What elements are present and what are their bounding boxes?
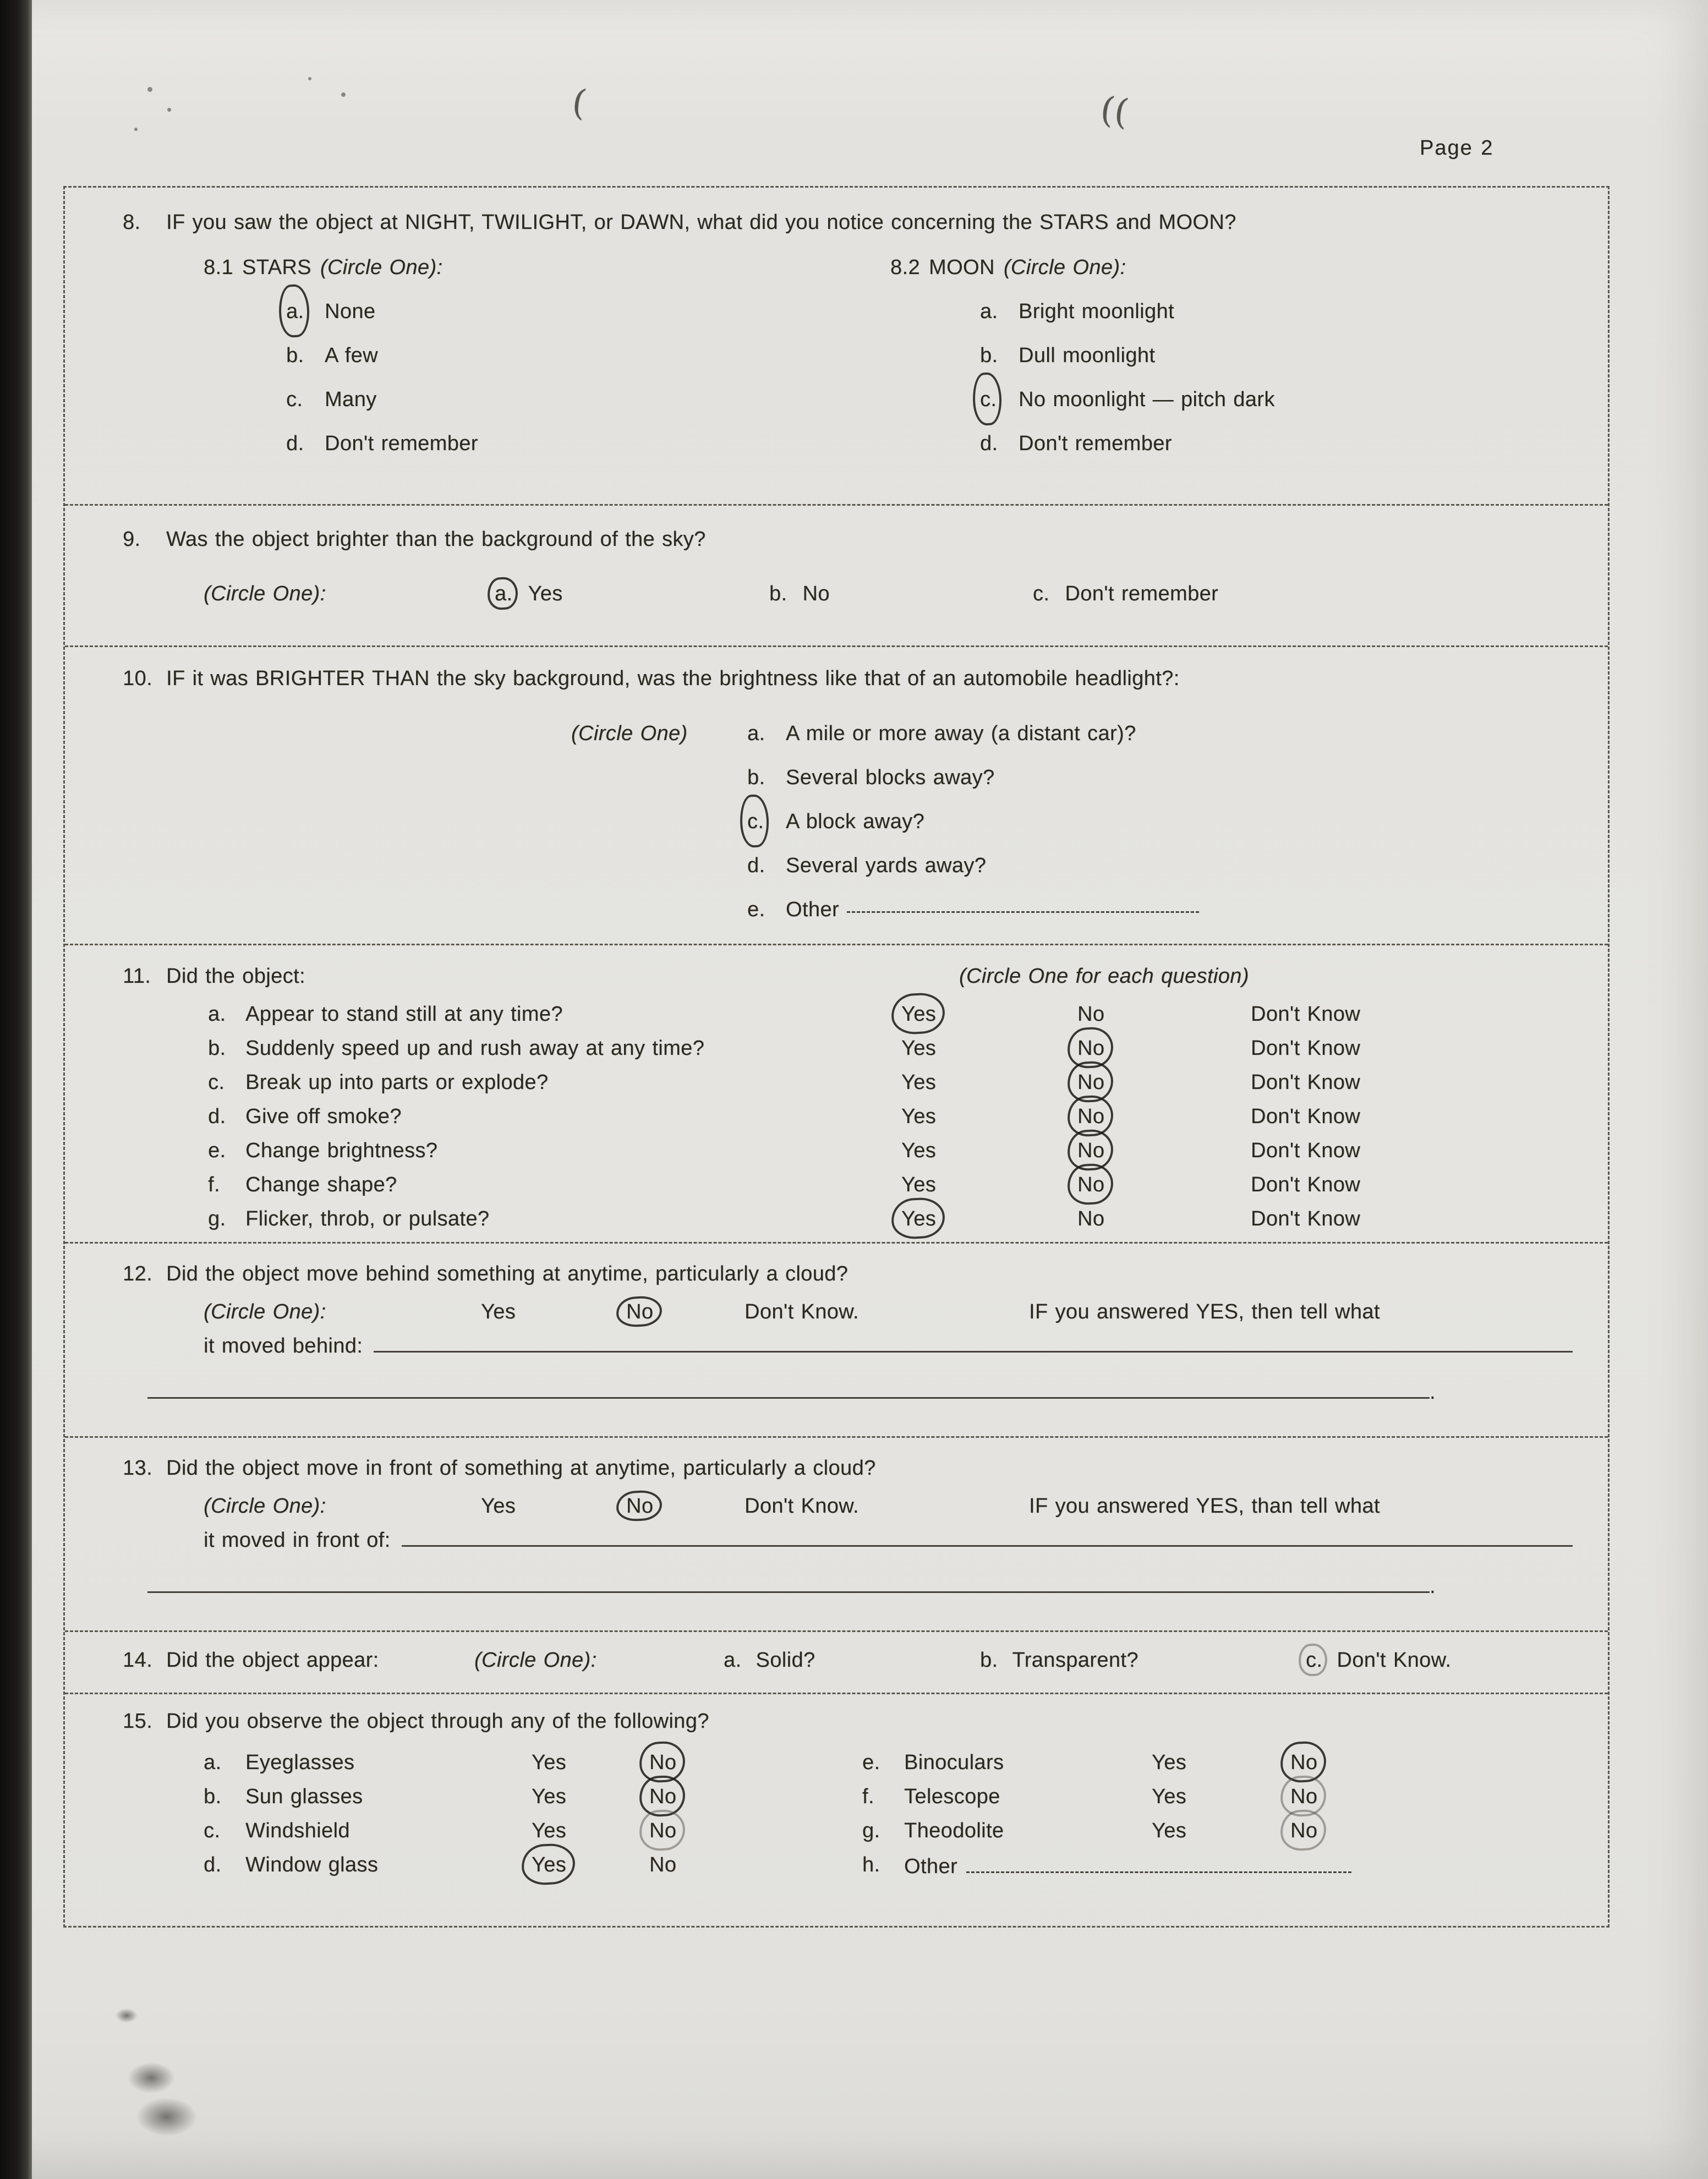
q10-option-b-letter: b. [747,766,765,789]
q11-row-d-letter: d. [208,1105,226,1128]
question-12 [65,1244,1608,1438]
q8-moon-option-d [980,421,1608,466]
q11-row-b-label: Suddenly speed up and rush away at any time? [245,1037,705,1060]
q14-circle-one-note: (Circle One): [474,1649,597,1672]
q14-option-c-letter: c. [1306,1649,1323,1672]
question-8-columns [204,253,1608,466]
q8-stars-options [286,289,890,466]
q8-stars-option-b [286,333,890,377]
q13-dont-know: Don't Know. [744,1494,859,1518]
question-12-answers [65,1300,1608,1324]
scan-speck [308,77,311,80]
q14-option-a-letter: a. [724,1649,742,1672]
q11-row-c-no: No [1077,1065,1104,1099]
q15-option-h-label: Other [904,1855,958,1878]
question-15-text: Did you observe the object through any of the following? [166,1710,709,1733]
q11-circle-one-note: (Circle One for each question) [959,965,1249,988]
q8-stars-option-c [286,377,890,421]
question-15-number: 15. [123,1710,153,1733]
q11-row-e-label: Change brightness? [245,1139,438,1162]
question-12-text: Did the object move behind something at anytime, particularly a cloud? [166,1262,848,1285]
q10-option-d [65,844,1608,888]
q11-row-d [65,1099,1608,1134]
q15-option-b-yes: Yes [532,1785,567,1808]
q13-if-yes-note: IF you answered YES, than tell what [1029,1494,1380,1518]
q15-option-d-no: No [649,1853,677,1876]
q10-circle-one-note: (Circle One) [571,722,688,745]
scan-speck [134,128,138,131]
q15-option-g-label: Theodolite [904,1819,1004,1842]
stray-pen-mark: ( [569,81,589,124]
question-8-number: 8. [123,211,141,234]
question-10 [65,647,1608,945]
question-14-text: Did the object appear: [166,1649,379,1672]
q8-stars-heading-number: 8.1 [204,256,234,279]
q10-option-a-label: A mile or more away (a distant car)? [786,722,1136,745]
q15-option-a-no: No [649,1745,676,1780]
question-12-line [65,1262,1608,1286]
q11-row-d-no: No [1077,1099,1104,1134]
page-number-label: Page 2 [1420,136,1494,160]
question-10-options [65,711,1608,932]
question-10-number: 10. [123,667,153,690]
q13-fill-line-2 [147,1568,1430,1593]
q8-moon-column [890,253,1608,466]
q8-moon-option-c [980,377,1608,421]
q15-option-a-yes: Yes [532,1751,567,1774]
q10-option-a-letter: a. [747,722,765,745]
q12-line-end-period: . [1430,1381,1436,1404]
q10-option-d-letter: d. [747,854,765,877]
q11-row-e-yes: Yes [901,1139,937,1162]
q13-fill-label: it moved in front of: [204,1529,391,1552]
q15-option-c-yes: Yes [532,1819,567,1842]
question-14 [65,1632,1608,1694]
scan-smudge [116,2008,138,2023]
q11-row-g-label: Flicker, throb, or pulsate? [245,1207,490,1230]
q11-row-b-no: No [1077,1031,1104,1065]
question-11 [65,945,1608,1244]
q8-stars-option-a-label: None [325,300,376,323]
q8-stars-option-c-letter: c. [286,388,303,411]
question-12-continuation-line [147,1373,1608,1404]
q8-moon-option-d-label: Don't remember [1019,432,1172,455]
q12-no: No [626,1300,654,1323]
question-15 [65,1694,1608,1924]
q9-option-b-letter: b. [769,582,787,605]
q15-other-fill-line [966,1848,1351,1873]
q12-dont-know: Don't Know. [744,1300,859,1323]
q11-row-f [65,1168,1608,1202]
q11-row-b [65,1031,1608,1065]
q15-option-e-letter: e. [862,1751,880,1774]
q12-fill-label: it moved behind: [204,1334,363,1357]
scan-smudge [128,2062,175,2093]
q15-option-f-no: No [1290,1780,1317,1814]
q15-row-d-h [65,1848,1608,1884]
q13-fill-line [402,1521,1573,1547]
q13-circle-one-note: (Circle One): [204,1494,326,1518]
q15-option-c-letter: c. [204,1819,221,1842]
q8-moon-option-b [980,333,1608,377]
q8-stars-option-a-letter: a. [286,289,304,333]
question-15-line [65,1710,1608,1733]
question-11-text: Did the object: [166,965,305,988]
q11-row-g-dont-know: Don't Know [1251,1207,1361,1230]
q8-moon-circle-one-note: (Circle One): [1003,256,1126,279]
question-11-line [65,962,1608,990]
q15-option-b-label: Sun glasses [245,1785,363,1808]
q15-option-f-letter: f. [862,1785,874,1808]
q12-fill-line [374,1327,1573,1353]
q9-option-a [495,582,769,606]
q11-row-c [65,1065,1608,1099]
q8-stars-option-d-label: Don't remember [325,432,478,455]
q8-moon-option-d-letter: d. [980,432,998,455]
q14-option-a [724,1649,980,1672]
q15-option-c-no: No [649,1814,676,1848]
q15-option-e-no: No [1290,1745,1317,1780]
q12-yes: Yes [481,1300,516,1323]
question-14-number: 14. [123,1649,153,1672]
q8-stars-option-b-label: A few [325,344,378,367]
question-13-number: 13. [123,1457,153,1480]
q11-row-d-dont-know: Don't Know [1251,1105,1361,1128]
q8-stars-option-b-letter: b. [286,344,304,367]
q11-row-d-label: Give off smoke? [245,1105,402,1128]
q14-option-c-label: Don't Know. [1337,1649,1452,1672]
q8-stars-circle-one-note: (Circle One): [320,256,443,279]
q8-moon-heading [890,253,1608,282]
q15-row-b-f [65,1780,1608,1814]
question-8-line [65,211,1608,234]
question-10-line [65,667,1608,691]
q15-option-f-yes: Yes [1152,1785,1187,1808]
q15-option-b-no: No [649,1780,676,1814]
question-9 [65,506,1608,647]
q15-option-d-letter: d. [204,1853,222,1876]
q15-option-g-no: No [1290,1814,1317,1848]
q10-option-d-label: Several yards away? [786,854,987,877]
q11-row-f-no: No [1077,1168,1104,1202]
q12-fill-line-2 [147,1373,1430,1399]
q10-option-a [65,711,1608,755]
q8-stars-column [204,253,890,466]
scan-speck [147,87,152,92]
question-8 [65,188,1608,506]
q14-option-b-letter: b. [980,1649,998,1672]
q9-option-c-label: Don't remember [1065,582,1219,605]
q11-row-c-dont-know: Don't Know [1251,1071,1361,1094]
q8-moon-option-c-letter: c. [980,377,997,421]
questionnaire-form [63,186,1610,1928]
q11-row-b-dont-know: Don't Know [1251,1037,1361,1060]
q10-option-e-label: Other [786,898,840,921]
q8-stars-option-d-letter: d. [286,432,304,455]
q13-yes: Yes [481,1494,516,1518]
q11-row-b-yes: Yes [901,1037,937,1060]
q11-row-a [65,997,1608,1031]
q15-row-a-e [65,1745,1608,1780]
q11-row-d-yes: Yes [901,1105,937,1128]
question-8-text: IF you saw the object at NIGHT, TWILIGHT, or DAWN, what did you notice concerning the STARS and MOON? [166,211,1236,234]
q9-option-c [1033,582,1218,606]
q11-row-c-label: Break up into parts or explode? [245,1071,549,1094]
q10-option-c-letter: c. [747,800,764,844]
q11-row-e-letter: e. [208,1139,226,1162]
q11-row-f-dont-know: Don't Know [1251,1173,1361,1196]
q8-stars-option-c-label: Many [325,388,377,411]
question-12-fill-row [65,1327,1608,1358]
q9-option-b-label: No [802,582,830,605]
q9-circle-one-note: (Circle One): [204,582,326,605]
q8-stars-heading [204,253,890,282]
q11-row-c-letter: c. [208,1071,225,1094]
q9-option-a-label: Yes [528,582,563,605]
q12-if-yes-note: IF you answered YES, then tell what [1029,1300,1380,1323]
q11-row-a-label: Appear to stand still at any time? [245,1003,563,1026]
q15-option-b-letter: b. [204,1785,222,1808]
question-9-line [65,528,1608,551]
q8-stars-heading-title: STARS [242,256,311,279]
q11-row-b-letter: b. [208,1037,226,1060]
q8-moon-option-b-label: Dull moonlight [1019,344,1156,367]
q15-option-d-yes: Yes [532,1848,566,1882]
q14-option-b-label: Transparent? [1012,1649,1138,1672]
q15-option-g-letter: g. [862,1819,880,1842]
q11-row-a-no: No [1077,1003,1105,1026]
stray-pen-mark: (( [1098,89,1131,134]
q13-no: No [626,1494,654,1518]
question-9-answers [65,582,1608,606]
q8-moon-heading-title: MOON [929,256,995,279]
q11-row-g-yes: Yes [901,1202,936,1236]
q11-row-a-letter: a. [208,1003,226,1026]
scan-speck [341,92,346,97]
scan-speck [167,108,171,112]
q15-option-e-label: Binoculars [904,1751,1004,1774]
question-11-number: 11. [123,965,151,988]
q15-option-d-label: Window glass [245,1853,379,1876]
q13-line-end-period: . [1430,1575,1436,1598]
q15-option-c-label: Windshield [245,1819,350,1842]
q8-moon-option-a [980,289,1608,333]
q8-moon-option-a-letter: a. [980,300,998,323]
q11-row-e-dont-know: Don't Know [1251,1139,1361,1162]
q11-row-a-dont-know: Don't Know [1251,1003,1361,1026]
question-12-number: 12. [123,1262,153,1285]
q15-option-a-letter: a. [204,1751,222,1774]
question-11-rows [65,997,1608,1236]
question-13-text: Did the object move in front of something at anytime, particularly a cloud? [166,1457,876,1480]
question-13-answers [65,1494,1608,1518]
question-14-line [65,1649,1608,1672]
q8-moon-option-b-letter: b. [980,344,998,367]
q14-option-b [980,1649,1306,1672]
q9-option-a-letter: a. [495,582,513,605]
q10-option-b-label: Several blocks away? [786,766,995,789]
q11-row-f-letter: f. [208,1173,220,1196]
q10-option-e [65,888,1608,932]
question-10-text: IF it was BRIGHTER THAN the sky background, was the brightness like that of an automobile headlight?: [166,667,1180,690]
scan-smudge [136,2098,197,2136]
question-9-text: Was the object brighter than the background of the sky? [166,528,706,551]
q11-row-f-label: Change shape? [245,1173,397,1196]
q9-option-b [769,582,1033,606]
scan-edge-artifact [0,0,32,2179]
question-15-rows [65,1745,1608,1884]
q8-stars-option-a [286,289,890,333]
q15-option-h-letter: h. [862,1853,880,1876]
q11-row-e [65,1134,1608,1168]
question-13-fill-row [65,1521,1608,1552]
question-13-continuation-line [147,1568,1608,1598]
q8-moon-options [980,289,1608,466]
question-13 [65,1438,1608,1632]
q10-option-c [65,800,1608,844]
q10-other-fill-line [847,888,1199,913]
q11-row-c-yes: Yes [901,1071,937,1094]
q15-option-e-yes: Yes [1152,1751,1187,1774]
q10-option-c-label: A block away? [786,810,925,833]
q11-row-a-yes: Yes [901,997,936,1031]
q11-row-e-no: No [1077,1134,1104,1168]
q15-row-c-g [65,1814,1608,1848]
q14-option-c [1306,1649,1451,1672]
question-9-number: 9. [123,528,141,551]
q15-option-g-yes: Yes [1152,1819,1187,1842]
q12-circle-one-note: (Circle One): [204,1300,326,1323]
q8-moon-heading-number: 8.2 [890,256,921,279]
question-13-line [65,1457,1608,1480]
q11-row-f-yes: Yes [901,1173,937,1196]
q15-option-f-label: Telescope [904,1785,1000,1808]
q8-moon-option-c-label: No moonlight — pitch dark [1019,388,1275,411]
q11-row-g [65,1202,1608,1236]
q9-option-c-letter: c. [1033,582,1050,605]
q11-row-g-no: No [1077,1207,1105,1230]
q15-option-h [904,1848,1608,1884]
q10-option-e-letter: e. [747,898,765,921]
q10-option-b [65,755,1608,800]
q11-row-g-letter: g. [208,1207,226,1230]
q8-moon-option-a-label: Bright moonlight [1019,300,1174,323]
q15-option-a-label: Eyeglasses [245,1751,355,1774]
q8-stars-option-d [286,421,890,466]
q14-option-a-label: Solid? [756,1649,815,1672]
